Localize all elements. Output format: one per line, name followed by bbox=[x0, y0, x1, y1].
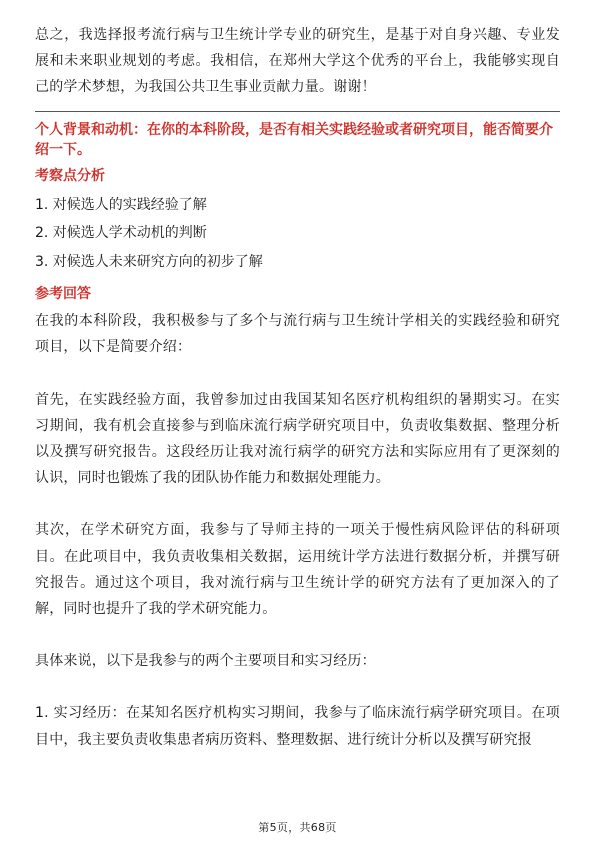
analysis-point-1: 1. 对候选人的实践经验了解 bbox=[35, 196, 207, 213]
answer-heading: 参考回答 bbox=[35, 286, 91, 303]
answer-paragraph-4: 具体来说，以下是我参与的两个主要项目和实习经历： bbox=[35, 653, 376, 670]
intro-paragraph: 总之，我选择报考流行病与卫生统计学专业的研究生，是基于对自身兴趣、专业发展和未来职业规划的考虑。我相信，在郑州大学这个优秀的平台上，我能够实现自己的学术梦想，为我国公共卫生事业贡献力量。谢谢！ bbox=[35, 27, 560, 96]
answer-paragraph-1: 在我的本科阶段，我积极参与了多个与流行病与卫生统计学相关的实践经验和研究项目，以下是简要介绍： bbox=[35, 313, 560, 356]
section-divider bbox=[35, 111, 560, 112]
answer-paragraph-2: 首先，在实践经验方面，我曾参加过由我国某知名医疗机构组织的暑期实习。在实习期间，我有机会直接参与到临床流行病学研究项目中，负责收集数据、整理分析以及撰写研究报告。这段经历让我对流行病学的研究方法和实际应用有了更深刻的认识，同时也锻炼了我的团队协作能力和数据处理能力。 bbox=[35, 391, 560, 487]
interview-question: 个人背景和动机：在你的本科阶段，是否有相关实践经验或者研究项目，能否简要介绍一下。 bbox=[35, 121, 553, 158]
page-number-footer: 第5页，共68页 bbox=[258, 821, 337, 834]
page-content bbox=[35, 22, 560, 753]
answer-paragraph-3: 其次，在学术研究方面，我参与了导师主持的一项关于慢性病风险评估的科研项目。在此项目中，我负责收集相关数据，运用统计学方法进行数据分析，并撰写研究报告。通过这个项目，我对流行病与卫生统计学的研究方法有了更加深入的了解，同时也提升了我的学术研究能力。 bbox=[35, 522, 560, 617]
analysis-points bbox=[35, 191, 560, 277]
analysis-point-3: 3. 对候选人未来研究方向的初步了解 bbox=[35, 253, 263, 270]
analysis-heading: 考察点分析 bbox=[35, 167, 105, 184]
answer-paragraph-5: 1. 实习经历：在某知名医疗机构实习期间，我参与了临床流行病学研究项目。在项目中，我主要负责收集患者病历资料、整理数据、进行统计分析以及撰写研究报 bbox=[35, 705, 560, 748]
analysis-point-2: 2. 对候选人学术动机的判断 bbox=[35, 225, 207, 242]
